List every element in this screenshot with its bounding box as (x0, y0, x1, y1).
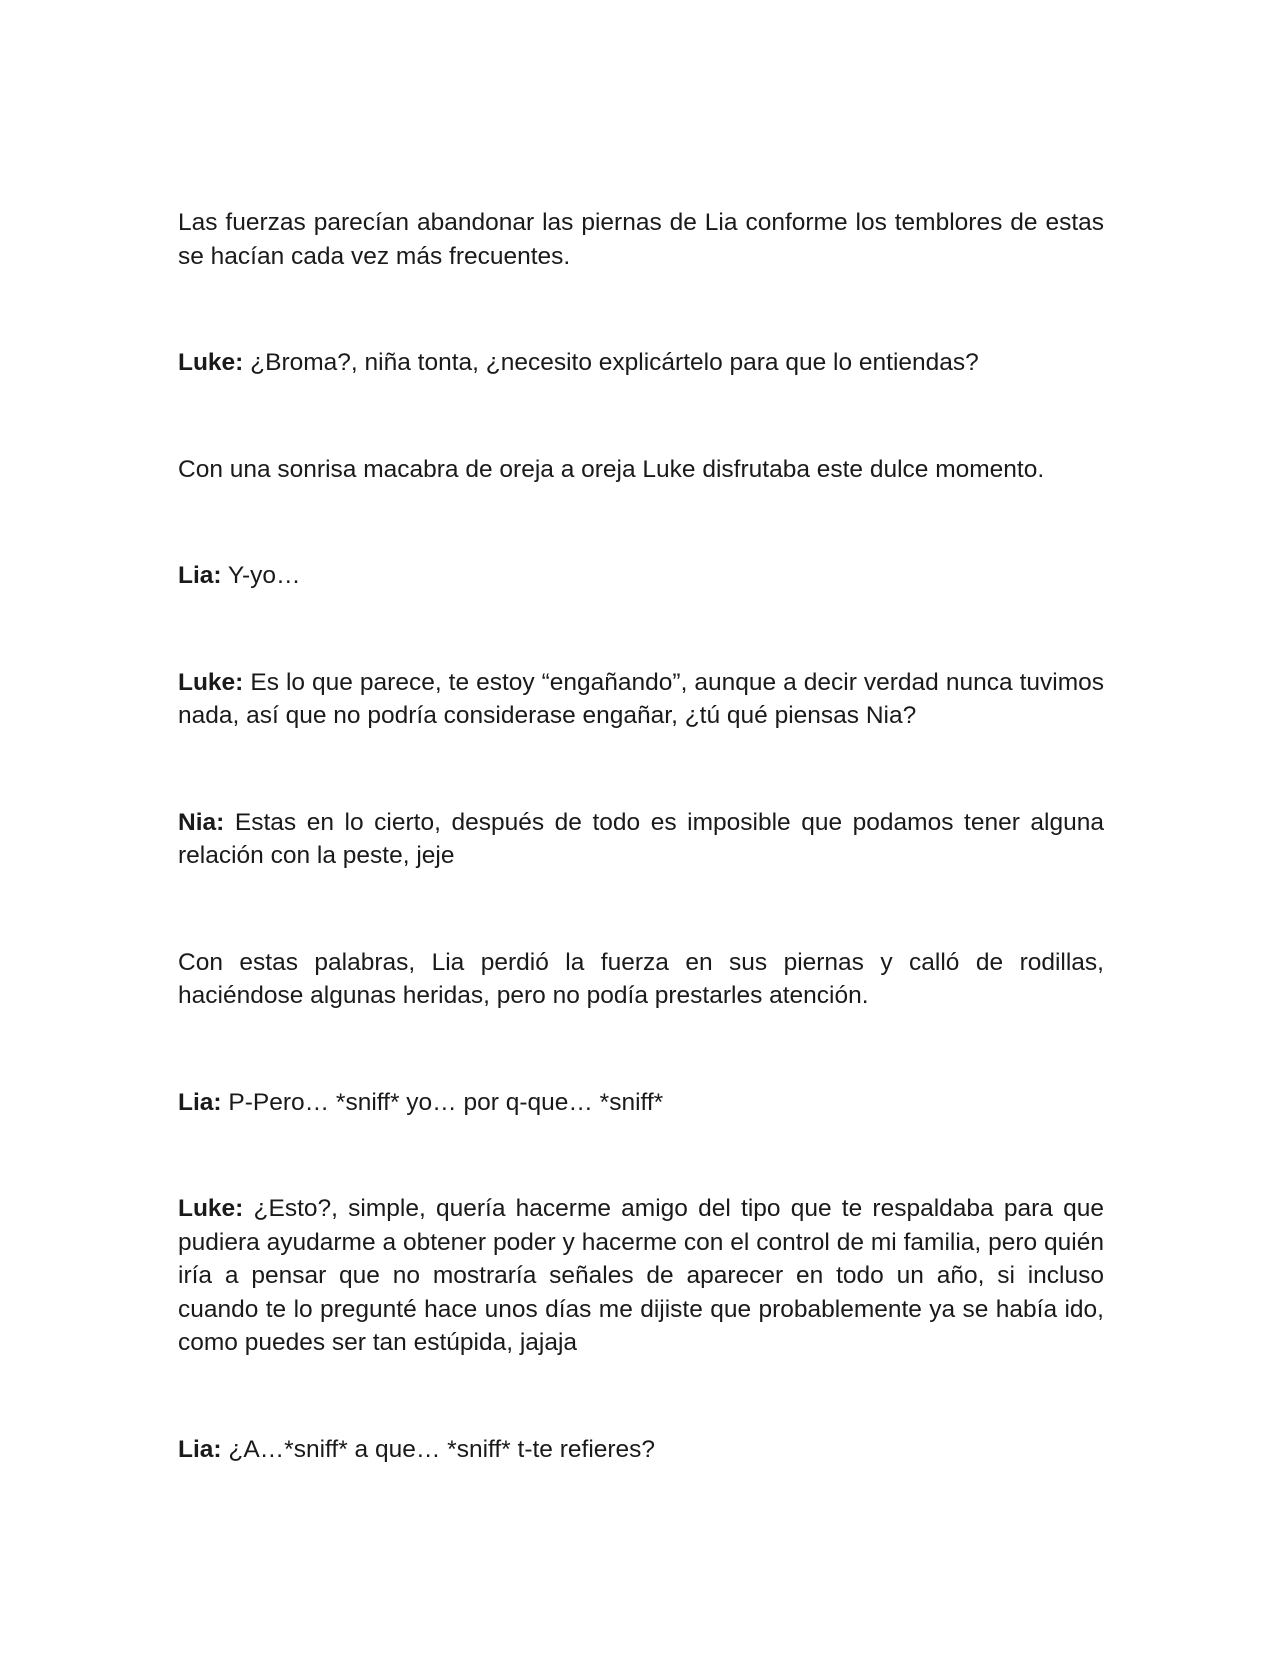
dialogue-paragraph (178, 346, 1104, 380)
dialogue-paragraph (178, 1192, 1104, 1360)
speaker-name: Luke: (178, 1195, 244, 1222)
dialogue-text: Y-yo… (221, 562, 301, 589)
speaker-name: Luke: (178, 668, 244, 696)
dialogue-text: Estas en lo cierto, después de todo es imposible que podamos tener alguna relación con la peste, jeje (178, 808, 1104, 869)
dialogue-text: Es lo que parece, te estoy “engañando”, aunque a decir verdad nunca tuvimos nada, así que no podría considerase engañar, ¿tú qué piensas Nia? (178, 668, 1104, 729)
narration-paragraph (178, 206, 1104, 273)
speaker-name: Luke: (178, 349, 244, 376)
paragraph-text: Las fuerzas parecían abandonar las piernas de Lia conforme los temblores de estas se hacían cada vez más frecuentes. (178, 209, 1104, 270)
document-page (178, 206, 1104, 1466)
speaker-name: Nia: (178, 808, 225, 836)
narration-paragraph (178, 946, 1104, 1013)
dialogue-paragraph (178, 806, 1104, 873)
speaker-name: Lia: (178, 1088, 222, 1116)
dialogue-paragraph (178, 666, 1104, 733)
dialogue-text: P-Pero… *sniff* yo… por q-que… *sniff* (221, 1088, 664, 1116)
speaker-name: Lia: (178, 1435, 222, 1463)
paragraph-text: Con una sonrisa macabra de oreja a oreja Luke disfrutaba este dulce momento. (178, 455, 1045, 483)
paragraph-text: Con estas palabras, Lia perdió la fuerza en sus piernas y calló de rodillas, haciéndose algunas heridas, pero no podía prestarles atención. (178, 948, 1104, 1009)
dialogue-paragraph (178, 1433, 1104, 1467)
dialogue-text: ¿A…*sniff* a que… *sniff* t-te refieres? (221, 1435, 656, 1463)
narration-paragraph (178, 453, 1104, 487)
dialogue-paragraph (178, 1086, 1104, 1120)
speaker-name: Lia: (178, 562, 222, 589)
dialogue-paragraph (178, 559, 1104, 593)
dialogue-text: ¿Broma?, niña tonta, ¿necesito explicártelo para que lo entiendas? (243, 349, 979, 376)
dialogue-text: ¿Esto?, simple, quería hacerme amigo del tipo que te respaldaba para que pudiera ayudarme a obtener poder y hacerme con el control de mi familia, pero quién iría a pensar que no mostraría señales de aparecer en todo un año, si incluso cuando te lo pregunté hace unos días me dijiste que probablemente ya se había ido, como puedes ser tan estúpida, jajaja (178, 1195, 1104, 1356)
